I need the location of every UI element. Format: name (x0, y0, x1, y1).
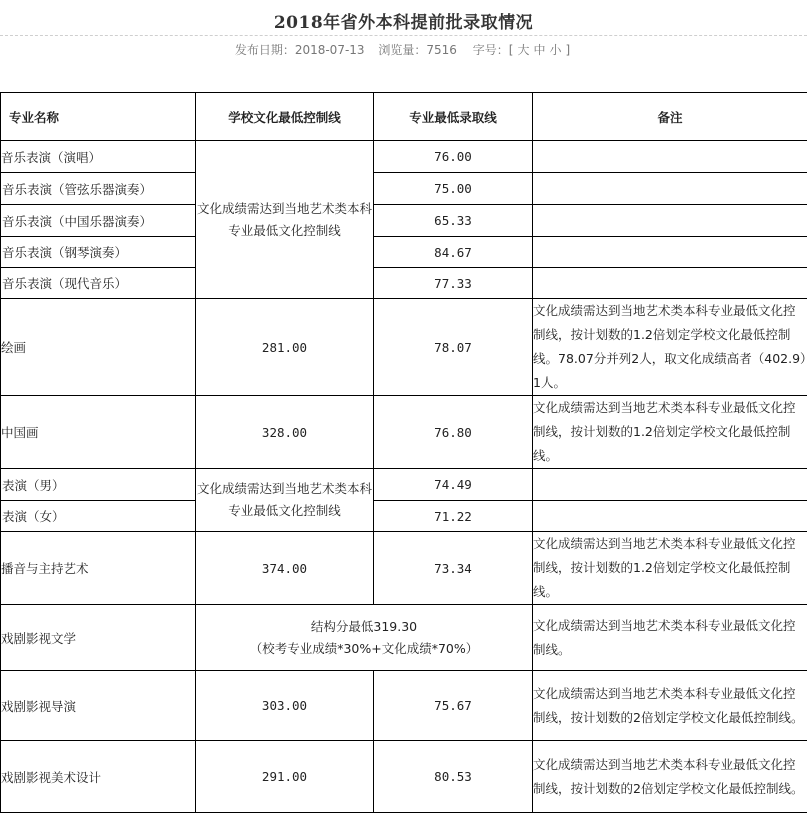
header-culture-line: 学校文化最低控制线 (196, 93, 374, 141)
major-name: 音乐表演（管弦乐器演奏） (1, 173, 196, 205)
major-line: 84.67 (374, 237, 533, 268)
major-name: 戏剧影视文学 (1, 605, 196, 671)
table-row (1, 205, 807, 237)
table-row (1, 141, 807, 173)
view-count: 浏览量：7516 (378, 43, 457, 57)
publish-date: 发布日期：2018-07-13 (235, 43, 365, 57)
note: 文化成绩需达到当地艺术类本科专业最低文化控制线，按计划数的2倍划定学校文化最低控制线。 (533, 671, 807, 741)
major-line: 75.00 (374, 173, 533, 205)
note (533, 268, 807, 299)
note: 文化成绩需达到当地艺术类本科专业最低文化控制线，按计划数的1.2倍划定学校文化最低控制线。78.07分并列2人，取文化成绩高者（402.9）1人。 (533, 299, 807, 396)
culture-line: 374.00 (196, 532, 374, 605)
table-row (1, 268, 807, 299)
font-size-label: 字号：[ (473, 43, 514, 57)
major-name: 中国画 (1, 396, 196, 469)
major-line: 74.49 (374, 469, 533, 501)
combined-score-line: 结构分最低319.30 (196, 616, 532, 638)
major-line: 78.07 (374, 299, 533, 396)
table-row (1, 532, 807, 605)
table-row (1, 741, 807, 813)
note (533, 141, 807, 173)
note (533, 469, 807, 501)
article-meta (0, 41, 807, 58)
culture-line: 303.00 (196, 671, 374, 741)
major-name: 播音与主持艺术 (1, 532, 196, 605)
major-name: 音乐表演（演唱） (1, 141, 196, 173)
table-row (1, 396, 807, 469)
table-row (1, 501, 807, 532)
major-name: 表演（男） (1, 469, 196, 501)
font-size-small-link[interactable]: 小 (549, 43, 561, 57)
font-size-large-link[interactable]: 大 (517, 43, 529, 57)
major-name: 表演（女） (1, 501, 196, 532)
note (533, 501, 807, 532)
major-line: 77.33 (374, 268, 533, 299)
table-row (1, 469, 807, 501)
table-row (1, 173, 807, 205)
header-major-line: 专业最低录取线 (374, 93, 533, 141)
major-line: 71.22 (374, 501, 533, 532)
combined-score-formula: （校考专业成绩*30%+文化成绩*70%） (196, 638, 532, 660)
header-notes: 备注 (533, 93, 807, 141)
major-name: 戏剧影视导演 (1, 671, 196, 741)
title-divider (0, 35, 807, 36)
major-name: 戏剧影视美术设计 (1, 741, 196, 813)
page-title: 2018年省外本科提前批录取情况 (0, 8, 807, 33)
major-line: 80.53 (374, 741, 533, 813)
culture-line: 281.00 (196, 299, 374, 396)
table-row (1, 605, 807, 671)
note: 文化成绩需达到当地艺术类本科专业最低文化控制线，按计划数的2倍划定学校文化最低控制线。 (533, 741, 807, 813)
note: 文化成绩需达到当地艺术类本科专业最低文化控制线，按计划数的1.2倍划定学校文化最低控制线。 (533, 532, 807, 605)
note: 文化成绩需达到当地艺术类本科专业最低文化控制线。 (533, 605, 807, 671)
culture-line: 328.00 (196, 396, 374, 469)
culture-line: 文化成绩需达到当地艺术类本科专业最低文化控制线 (196, 469, 374, 532)
major-name: 绘画 (1, 299, 196, 396)
note: 文化成绩需达到当地艺术类本科专业最低文化控制线，按计划数的1.2倍划定学校文化最低控制线。 (533, 396, 807, 469)
admission-table (0, 92, 807, 813)
font-size-close: ] (566, 43, 571, 57)
major-line: 73.34 (374, 532, 533, 605)
font-size-medium-link[interactable]: 中 (533, 43, 545, 57)
major-name: 音乐表演（现代音乐） (1, 268, 196, 299)
header-major-name: 专业名称 (1, 93, 196, 141)
culture-line: 文化成绩需达到当地艺术类本科专业最低文化控制线 (196, 141, 374, 299)
table-row (1, 299, 807, 396)
note (533, 237, 807, 268)
major-line: 75.67 (374, 671, 533, 741)
major-name: 音乐表演（中国乐器演奏） (1, 205, 196, 237)
note (533, 205, 807, 237)
note (533, 173, 807, 205)
table-row (1, 237, 807, 268)
major-line: 76.80 (374, 396, 533, 469)
major-name: 音乐表演（钢琴演奏） (1, 237, 196, 268)
major-line: 65.33 (374, 205, 533, 237)
table-header-row (1, 93, 807, 141)
combined-score-cell (196, 605, 533, 671)
culture-line: 291.00 (196, 741, 374, 813)
table-row (1, 671, 807, 741)
font-size-control (471, 43, 572, 57)
major-line: 76.00 (374, 141, 533, 173)
